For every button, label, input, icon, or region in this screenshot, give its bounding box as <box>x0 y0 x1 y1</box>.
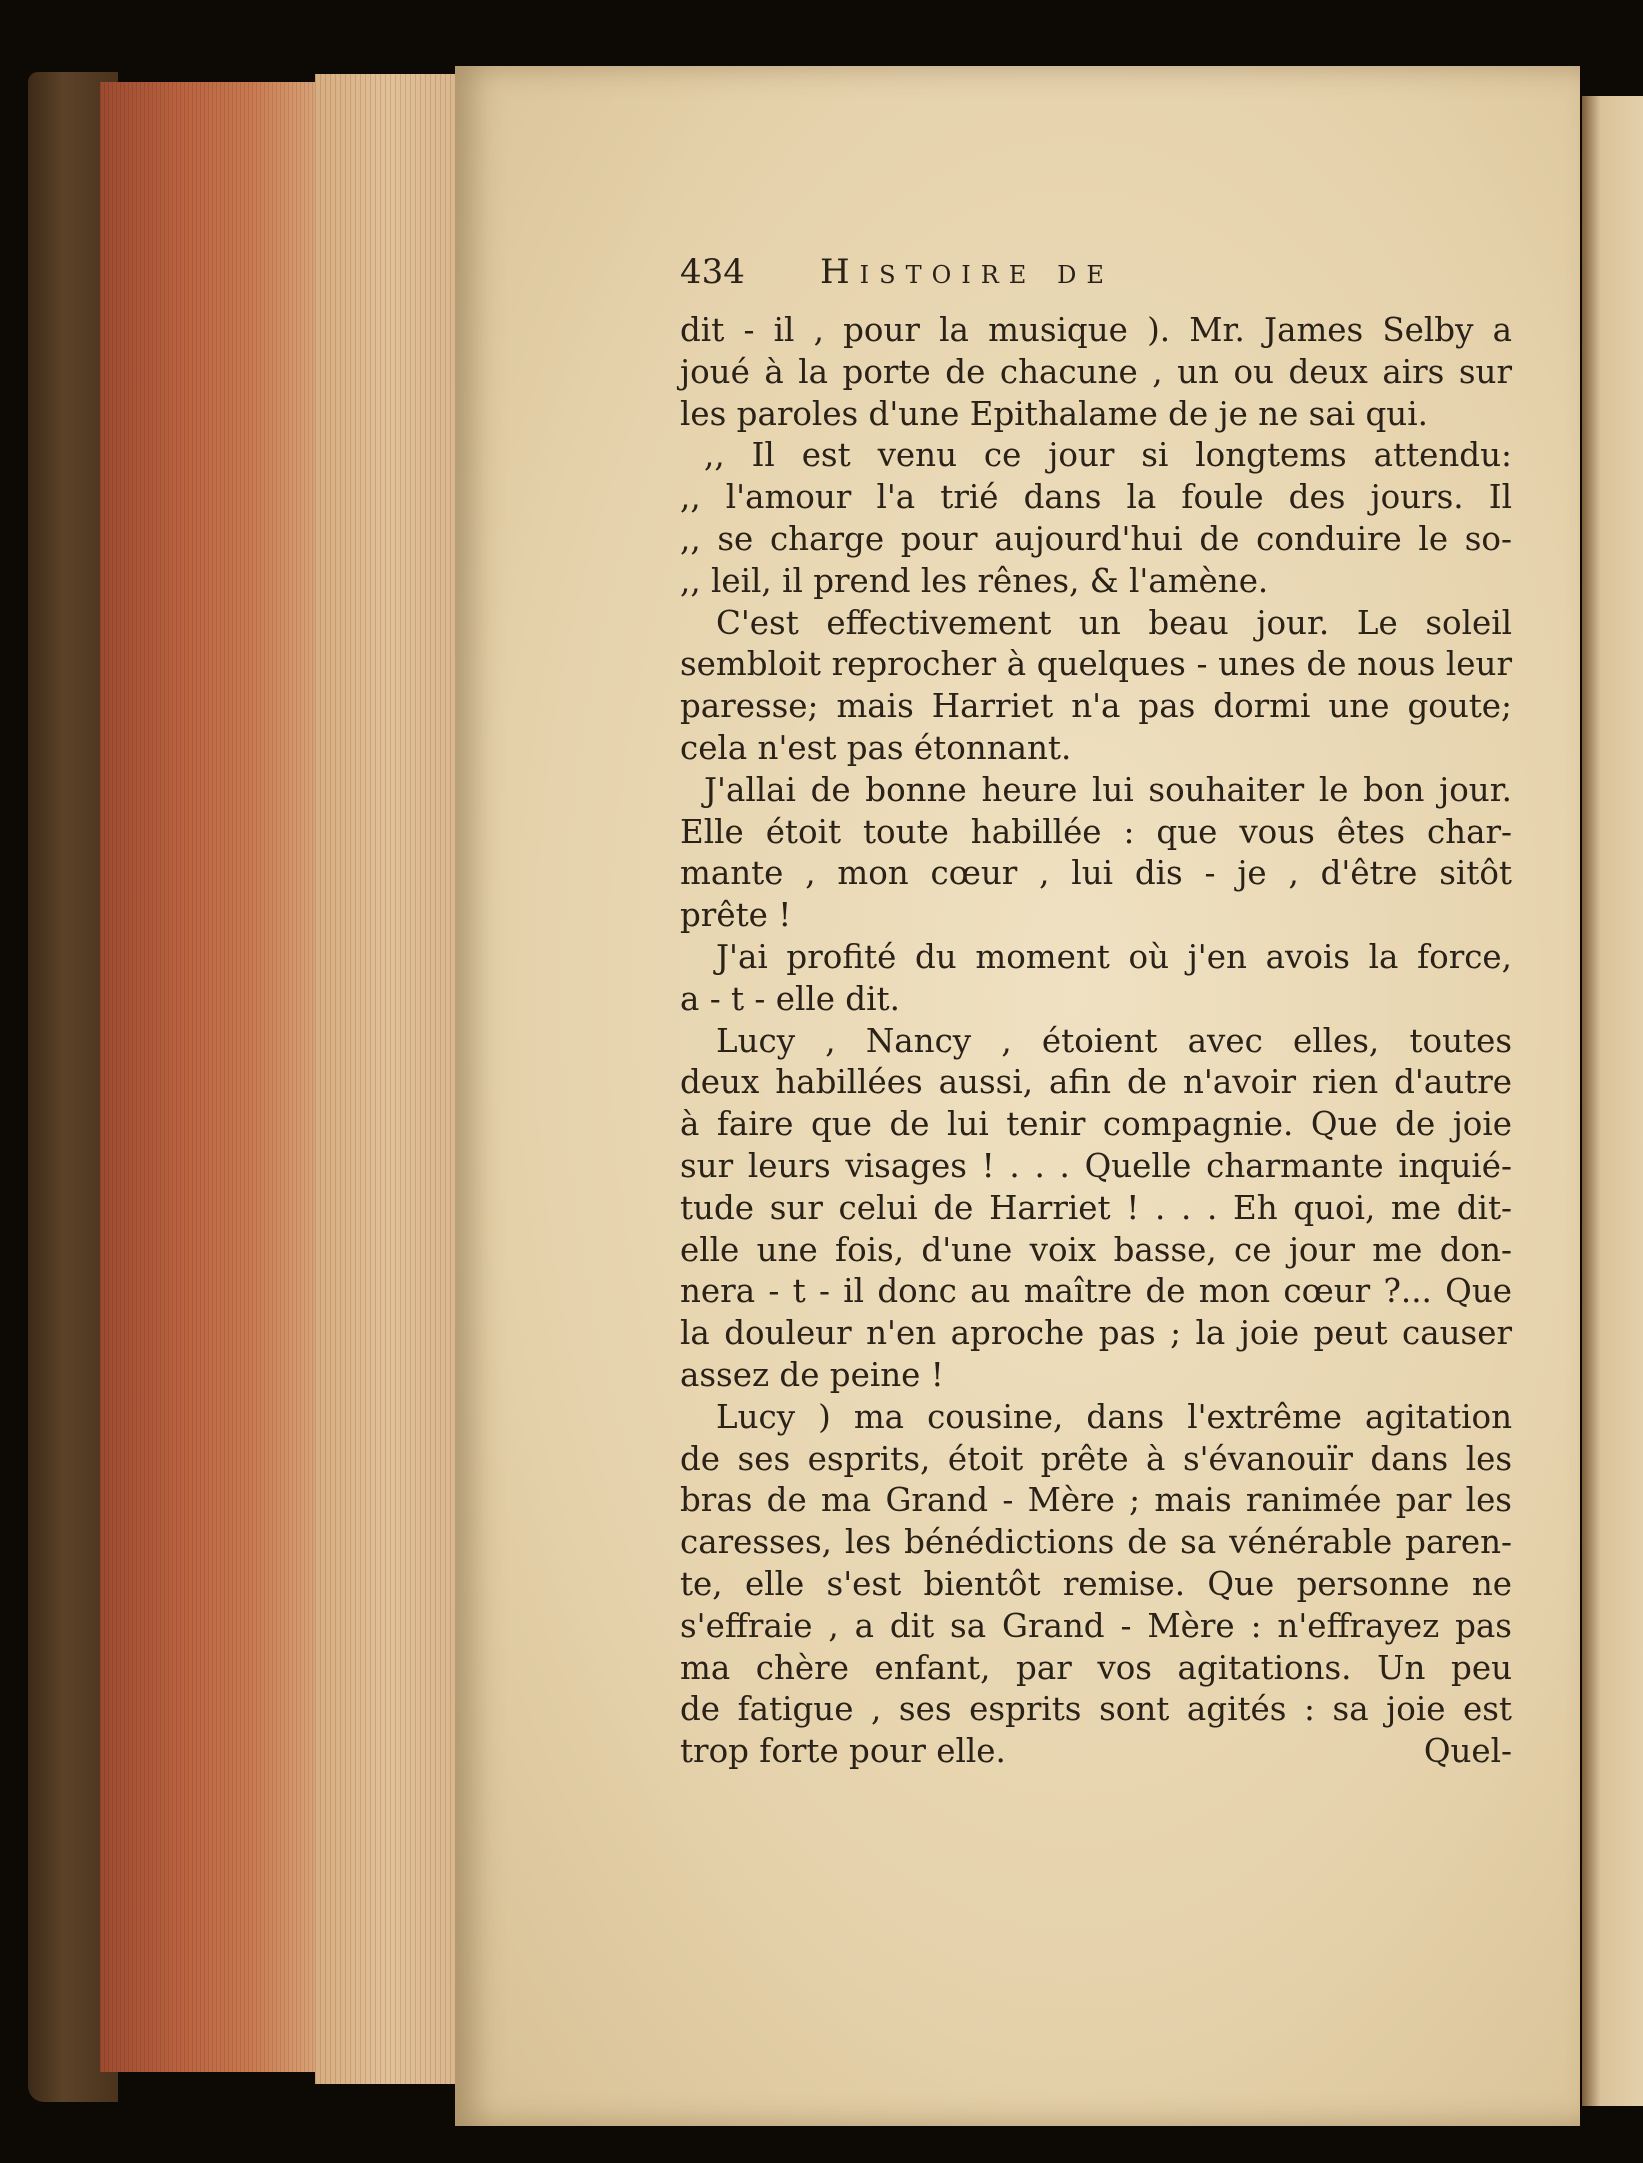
text-line: prête ! <box>680 896 792 935</box>
final-line <box>680 1731 1512 1773</box>
text-line: Lucy , Nancy , étoient avec elles, toutes <box>716 1021 1512 1060</box>
text-line: ,, Il est venu ce jour si longtems attendu: <box>704 436 1512 475</box>
running-head <box>680 252 1512 306</box>
catchword: Quel- <box>1423 1732 1512 1771</box>
facing-page <box>1582 96 1643 2106</box>
text-line: à faire que de lui tenir compagnie. Que de joie <box>680 1105 1512 1144</box>
page-number: 434 <box>680 252 745 292</box>
text-line: s'effraie , a dit sa Grand - Mère : n'effrayez pas <box>680 1606 1512 1645</box>
page-edges-light <box>315 74 465 2084</box>
text-line: Elle étoit toute habillée : que vous êtes char- <box>680 812 1512 851</box>
text-line: ma chère enfant, par vos agitations. Un peu <box>680 1648 1512 1687</box>
text-line: de ses esprits, étoit prête à s'évanouïr dans les <box>680 1439 1512 1478</box>
text-line: a - t - elle dit. <box>680 979 900 1018</box>
text-line: caresses, les bénédictions de sa vénérable paren- <box>680 1523 1512 1562</box>
text-line: te, elle s'est bientôt remise. Que personne ne <box>680 1564 1512 1603</box>
text-line: Lucy ) ma cousine, dans l'extrême agitation <box>716 1397 1512 1436</box>
text-line: la douleur n'en aproche pas ; la joie peut causer <box>680 1314 1512 1353</box>
text-line: tude sur celui de Harriet ! . . . Eh quoi, me dit- <box>680 1188 1512 1227</box>
text-line: deux habillées aussi, afin de n'avoir rien d'autre <box>680 1063 1512 1102</box>
text-line: paresse; mais Harriet n'a pas dormi une goute; <box>680 687 1512 726</box>
text-line: ,, l'amour l'a trié dans la foule des jours. Il <box>680 478 1512 517</box>
text-line: nera - t - il donc au maître de mon cœur ?... Que <box>680 1272 1512 1311</box>
text-line: elle une fois, d'une voix basse, ce jour me don- <box>680 1230 1512 1269</box>
last-line-text: trop forte pour elle. <box>680 1732 1006 1771</box>
text-line: C'est effectivement un beau jour. Le soleil <box>716 603 1512 642</box>
page-text <box>680 252 1512 1773</box>
text-line: de fatigue , ses esprits sont agités : sa joie est <box>680 1690 1512 1729</box>
text-line: J'ai profité du moment où j'en avois la force, <box>716 937 1512 976</box>
text-line: mante , mon cœur , lui dis - je , d'être sitôt <box>680 854 1512 893</box>
running-title: Histoire de <box>820 252 1114 292</box>
text-line: cela n'est pas étonnant. <box>680 728 1072 767</box>
page-edges-red <box>100 82 315 2072</box>
text-line: ,, leil, il prend les rênes, & l'amène. <box>680 561 1269 600</box>
text-line: joué à la porte de chacune , un ou deux airs sur <box>680 352 1512 391</box>
text-line: dit - il , pour la musique ). Mr. James Selby a <box>680 311 1512 349</box>
text-line: les paroles d'une Epithalame de je ne sai qui. <box>680 394 1428 433</box>
text-line: ,, se charge pour aujourd'hui de conduire le so- <box>680 519 1512 558</box>
text-line: sur leurs visages ! . . . Quelle charmante inquié- <box>680 1146 1512 1185</box>
text-line: J'allai de bonne heure lui souhaiter le bon jour. <box>704 770 1512 809</box>
text-line: sembloit reprocher à quelques - unes de nous leur <box>680 645 1512 684</box>
text-line: bras de ma Grand - Mère ; mais ranimée par les <box>680 1481 1512 1520</box>
text-line: assez de peine ! <box>680 1355 944 1394</box>
